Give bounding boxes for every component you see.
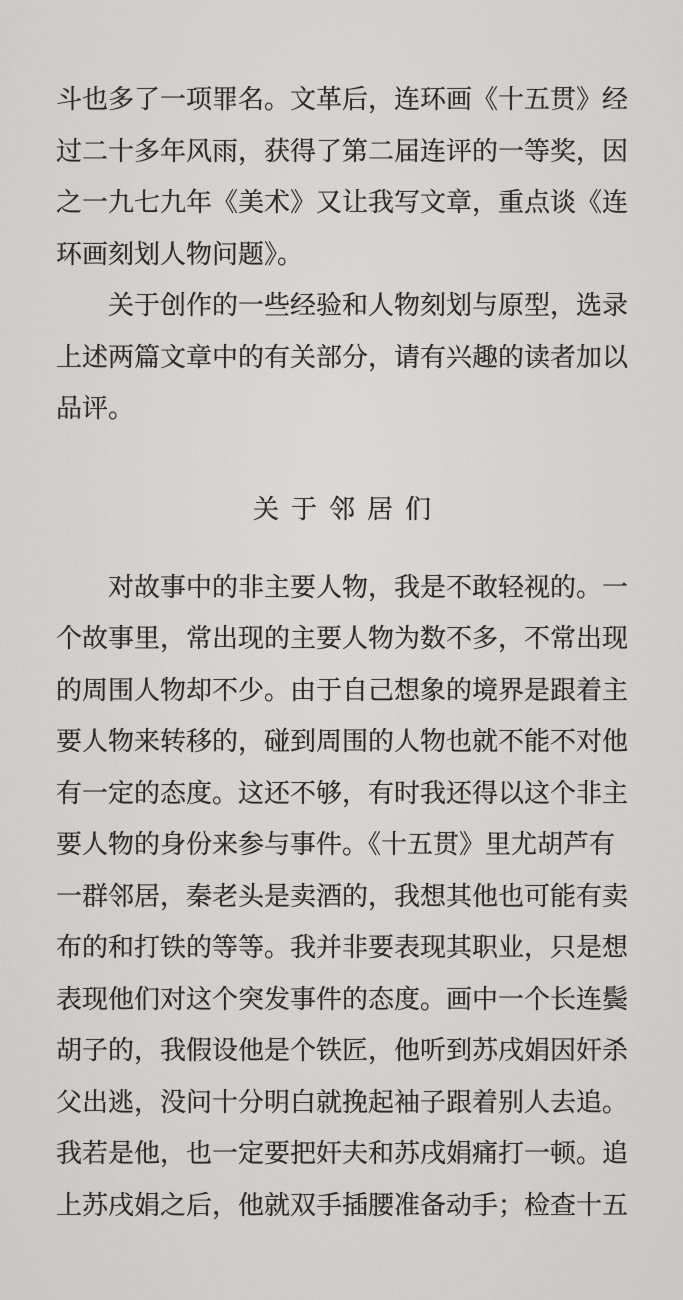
text-line: 品评。 [56, 394, 135, 423]
text-line: 布的和打铁的等等。我并非要表现其职业，只是想 [56, 933, 629, 962]
paragraph-intro [56, 280, 628, 435]
text-line: 环画刻划人物问题》。 [56, 239, 304, 269]
text-line: 一群邻居，秦老头是卖酒的，我想其他也可能有卖 [56, 881, 629, 911]
text-line: 上述两篇文章中的有关部分，请有兴趣的读者加以 [56, 342, 629, 372]
text-line: 之一九七九年《美术》又让我写文章，重点谈《连 [56, 188, 629, 217]
text-line: 要人物的身份来参与事件。《十五贯》里尤胡芦有 [56, 830, 616, 859]
text-line: 的周围人物却不少。由于自己想象的境界是跟着主 [56, 675, 629, 705]
text-line: 过二十多年风雨，获得了第二届连评的一等奖，因 [56, 136, 629, 166]
text-line: 胡子的，我假设他是个铁匠，他听到苏戌娟因奸杀 [56, 1036, 629, 1065]
text-line: 父出逃，没问十分明白就挽起袖子跟着别人去追。 [56, 1087, 629, 1117]
text-line: 我若是他，也一定要把奸夫和苏戌娟痛打一顿。追 [56, 1139, 629, 1168]
text-line: 上苏戌娟之后，他就双手插腰准备动手；检查十五 [56, 1190, 629, 1220]
text-line: 个故事里，常出现的主要人物为数不多，不常出现 [56, 624, 629, 653]
text-line: 有一定的态度。这还不够，有时我还得以这个非主 [56, 778, 629, 808]
text-line: 关于创作的一些经验和人物刻划与原型，选录 [108, 291, 629, 320]
text-line: 表现他们对这个突发事件的态度。画中一个长连鬓 [56, 984, 629, 1014]
text-line: 要人物来转移的，碰到周围的人物也就不能不对他 [56, 727, 629, 756]
paragraph-continuation [56, 74, 628, 280]
section-title: 关于邻居们 [252, 495, 443, 524]
text-line: 斗也多了一项罪名。文革后，连环画《十五贯》经 [56, 85, 629, 114]
text-line: 对故事中的非主要人物，我是不敢轻视的。一 [108, 572, 629, 602]
paragraph-body [56, 562, 628, 1232]
